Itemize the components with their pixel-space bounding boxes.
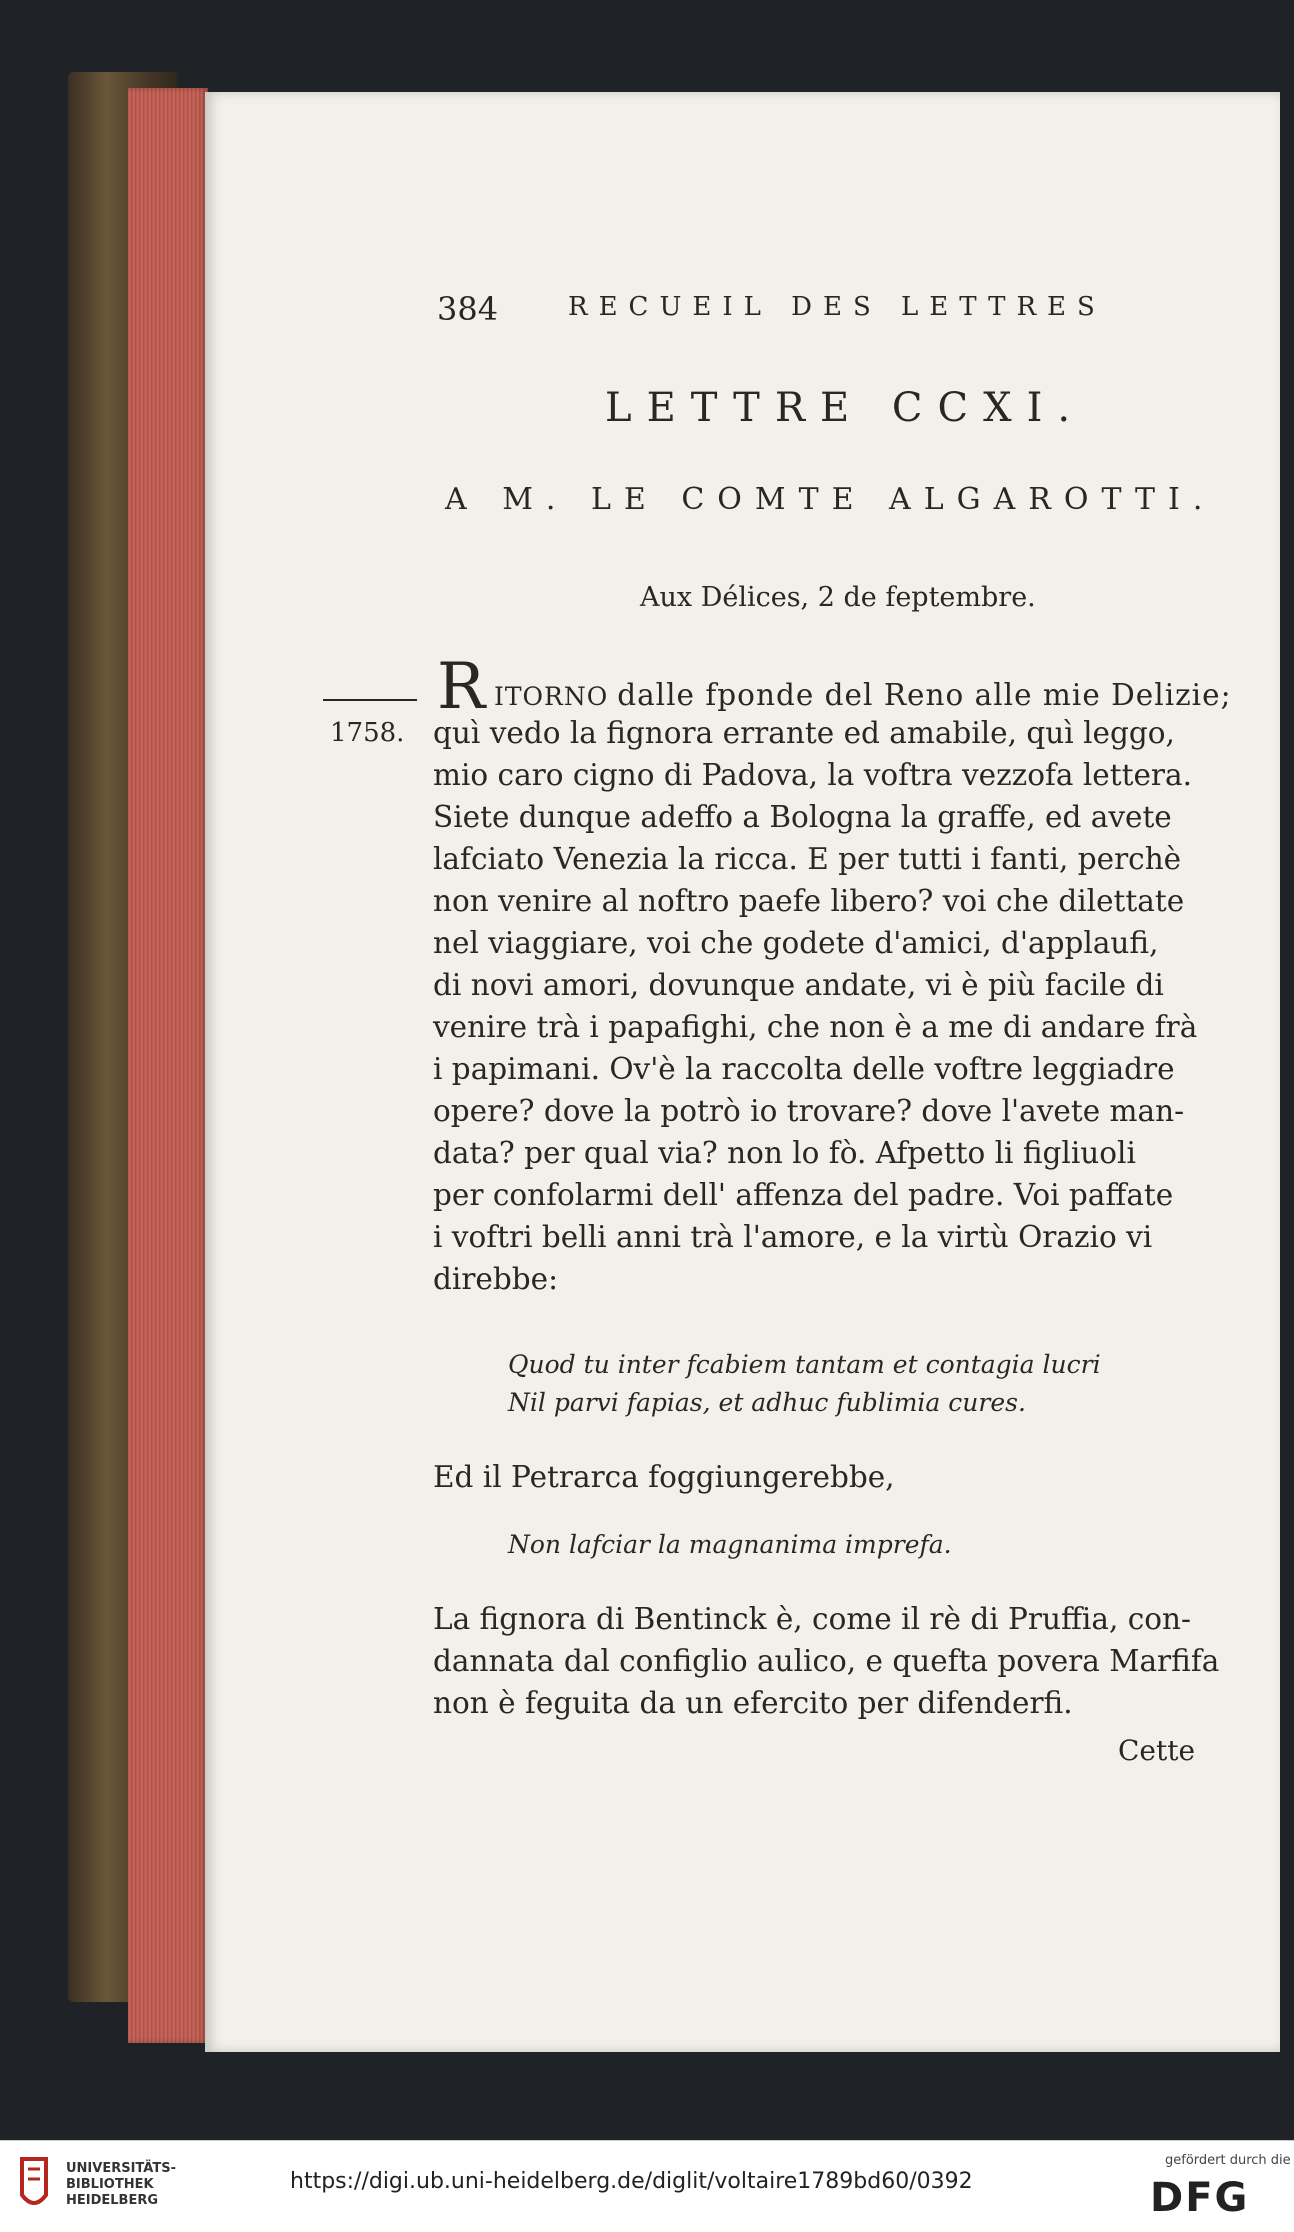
body-line: mio caro cigno di Padova, la voftra vezzofa lettera. [433, 758, 1192, 792]
first-word: ITORNO [494, 682, 609, 711]
footer-bar [0, 2140, 1294, 2232]
closing-line: La fignora di Bentinck è, come il rè di Pruffia, con- [433, 1602, 1191, 1636]
body-line: direbbe: [433, 1262, 559, 1296]
closing-line: dannata dal configlio aulico, e quefta povera Marfifa [433, 1644, 1220, 1678]
poem-line: Quod tu inter fcabiem tantam et contagia lucri [508, 1350, 1101, 1379]
drop-cap: R [437, 650, 486, 724]
dfg-logo: DFG [1150, 2175, 1250, 2221]
library-name-line3: HEIDELBERG [66, 2193, 159, 2208]
library-name-line1: UNIVERSITÄTS- [66, 2161, 176, 2176]
petrarca-line: Ed il Petrarca foggiungerebbe, [433, 1460, 895, 1494]
catchword: Cette [1118, 1734, 1196, 1767]
library-name-line2: BIBLIOTHEK [66, 2177, 154, 2192]
document-url[interactable]: https://digi.ub.uni-heidelberg.de/diglit/voltaire1789bd60/0392 [290, 2169, 973, 2194]
poem-line: Nil parvi fapias, et adhuc fublimia cures. [508, 1388, 1026, 1417]
body-line: venire trà i papafighi, che non è a me di andare frà [433, 1010, 1198, 1044]
body-line: quì vedo la fignora errante ed amabile, quì leggo, [433, 716, 1175, 750]
dateline: Aux Délices, 2 de feptembre. [640, 582, 1036, 613]
body-line: non venire al noftro paefe libero? voi che dilettate [433, 884, 1185, 918]
body-line: di novi amori, dovunque andate, vi è più facile di [433, 968, 1164, 1002]
margin-year: 1758. [330, 718, 405, 748]
body-line: data? per qual via? non lo fò. Afpetto li figliuoli [433, 1136, 1136, 1170]
page-number: 384 [437, 290, 499, 328]
first-line [494, 678, 1232, 712]
letter-title: LETTRE CCXI. [605, 385, 1086, 431]
body-line: nel viaggiare, voi che godete d'amici, d'applaufi, [433, 926, 1159, 960]
funded-by-text: gefördert durch die [1165, 2153, 1291, 2168]
university-logo-icon [14, 2155, 54, 2215]
petrarca-quote: Non lafciar la magnanima imprefa. [508, 1530, 952, 1559]
running-head: RECUEIL DES LETTRES [568, 292, 1106, 322]
first-line-rest: dalle fponde del Reno alle mie Delizie; [617, 678, 1232, 712]
margin-rule [323, 699, 417, 701]
page-edge [128, 88, 208, 2043]
body-line: per confolarmi dell' affenza del padre. Voi paffate [433, 1178, 1174, 1212]
body-line: i voftri belli anni trà l'amore, e la virtù Orazio vi [433, 1220, 1153, 1254]
addressee: A M. LE COMTE ALGAROTTI. [445, 482, 1216, 517]
body-line: opere? dove la potrò io trovare? dove l'avete man- [433, 1094, 1185, 1128]
closing-line: non è feguita da un efercito per difenderfi. [433, 1686, 1073, 1720]
body-line: Siete dunque adeffo a Bologna la graffe, ed avete [433, 800, 1172, 834]
body-line: i papimani. Ov'è la raccolta delle voftre leggiadre [433, 1052, 1175, 1086]
body-line: lafciato Venezia la ricca. E per tutti i fanti, perchè [433, 842, 1182, 876]
